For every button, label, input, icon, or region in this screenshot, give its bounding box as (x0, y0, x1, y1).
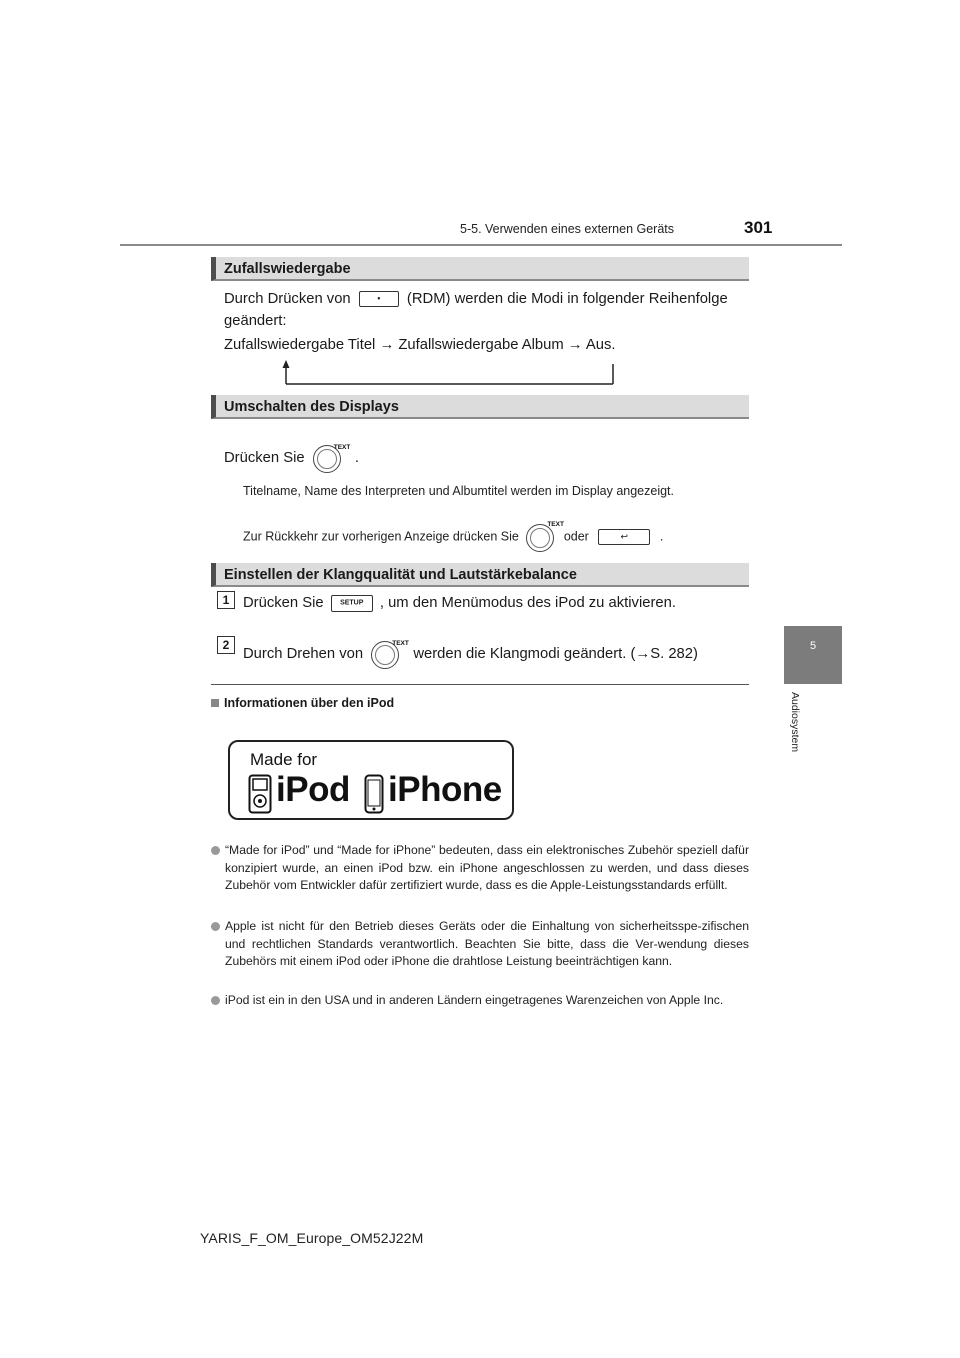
text-knob-icon (309, 441, 351, 475)
display-instruction-prefix: Drücken Sie (224, 449, 305, 466)
chapter-tab (784, 626, 842, 684)
step-number-1: 1 (217, 591, 235, 609)
section-heading-sound (211, 563, 749, 587)
random-line1-prefix: Durch Drücken von (224, 291, 351, 307)
info-heading-text: Informationen über den iPod (224, 696, 395, 710)
section-heading-sound-text: Einstellen der Klangqualität und Lautstärkebalance (224, 567, 577, 583)
section-heading-display (211, 395, 749, 419)
random-sequence: Zufallswiedergabe Titel → Zufallswiedergabe Album → Aus. (224, 337, 616, 353)
chapter-label-text: Audiosystem (789, 692, 801, 753)
display-note-2-prefix: Zur Rückkehr zur vorherigen Anzeige drücken Sie (243, 529, 519, 544)
display-instruction (224, 441, 359, 475)
random-line2: geändert: (224, 313, 287, 329)
square-bullet-icon (211, 699, 219, 707)
logo-iphone-text: iPhone (388, 770, 502, 809)
step-2-prefix: Durch Drehen von (243, 645, 364, 662)
back-button-icon (598, 529, 650, 545)
section-heading-display-text: Umschalten des Displays (224, 399, 399, 415)
random-line1-suffix: (RDM) werden die Modi in folgender Reihenfolge (406, 291, 728, 307)
info-bullet-text: iPod ist ein in den USA und in anderen Ländern eingetragenes Warenzeichen von Apple Inc. (225, 993, 724, 1007)
bullet-dot-icon (211, 922, 220, 931)
display-note-2-mid: oder (563, 529, 589, 544)
step-2-text (243, 637, 698, 671)
section-heading-random-text: Zufallswiedergabe (224, 261, 351, 277)
info-bullet (211, 918, 749, 971)
info-divider (211, 684, 749, 685)
display-note-1: Titelname, Name des Interpreten und Albumtitel werden im Display angezeigt. (243, 484, 675, 498)
step-1-prefix: Drücken Sie (243, 595, 324, 611)
header-rule (120, 244, 842, 246)
text-knob-icon (367, 637, 409, 671)
info-bullet-text: Apple ist nicht für den Betrieb dieses Geräts oder die Einhaltung von sicherheitsspe-zifischen und rechtlichen Standards verantwortlich. Beachten Sie bitte, dass die Ver-wendung dieses Zubehörs mit einem iPod oder iPhone die drahtlose Leistung beeinträchtigen kann. (225, 919, 749, 969)
info-bullet (211, 842, 749, 895)
running-title: 5-5. Verwenden eines externen Geräts (460, 222, 675, 236)
setup-button-icon (331, 595, 373, 612)
info-bullet (211, 992, 749, 1010)
bullet-dot-icon (211, 846, 220, 855)
display-note-2-suffix: . (659, 529, 664, 544)
section-heading-random (211, 257, 749, 281)
logo-ipod-text: iPod (276, 770, 350, 809)
step-number-2: 2 (217, 636, 235, 654)
iphone-device-icon (364, 774, 384, 814)
page-number: 301 (744, 218, 773, 237)
display-note-2 (243, 520, 663, 554)
random-description (224, 288, 748, 310)
chapter-label (789, 692, 803, 782)
cycle-arrow-icon (278, 360, 618, 386)
setup-button-label: SETUP (340, 599, 364, 607)
text-knob-tag: TEXT (333, 444, 351, 451)
info-heading (211, 696, 394, 710)
chapter-tab-number: 5 (809, 640, 817, 652)
rdm-button-icon (359, 291, 399, 307)
back-glyph: ↩ (620, 531, 629, 542)
display-instruction-suffix: . (354, 449, 359, 466)
step-1-text (243, 592, 676, 614)
text-knob-tag: TEXT (392, 640, 409, 647)
document-id: YARIS_F_OM_Europe_OM52J22M (200, 1230, 424, 1246)
text-knob-tag: TEXT (547, 521, 564, 528)
rdm-glyph: • (377, 293, 381, 304)
step-2-suffix: werden die Klangmodi geändert. (→S. 282) (413, 645, 698, 662)
text-knob-icon (522, 520, 564, 554)
bullet-dot-icon (211, 996, 220, 1005)
made-for-ipod-iphone-logo (228, 740, 514, 820)
step-1-suffix: , um den Menümodus des iPod zu aktivieren. (379, 595, 676, 611)
ipod-device-icon (248, 774, 272, 814)
info-bullet-text: “Made for iPod” und “Made for iPhone” bedeuten, dass ein elektronisches Zubehör speziell dafür konzipiert wurde, an einen iPod bzw. ein iPhone angeschlossen zu werden, und dass dieses Zubehör vom Entwickler dafür zertifiziert wurde, dass es die Apple-Leistungsstandards erfüllt. (225, 843, 749, 893)
logo-made-for: Made for (250, 750, 318, 769)
